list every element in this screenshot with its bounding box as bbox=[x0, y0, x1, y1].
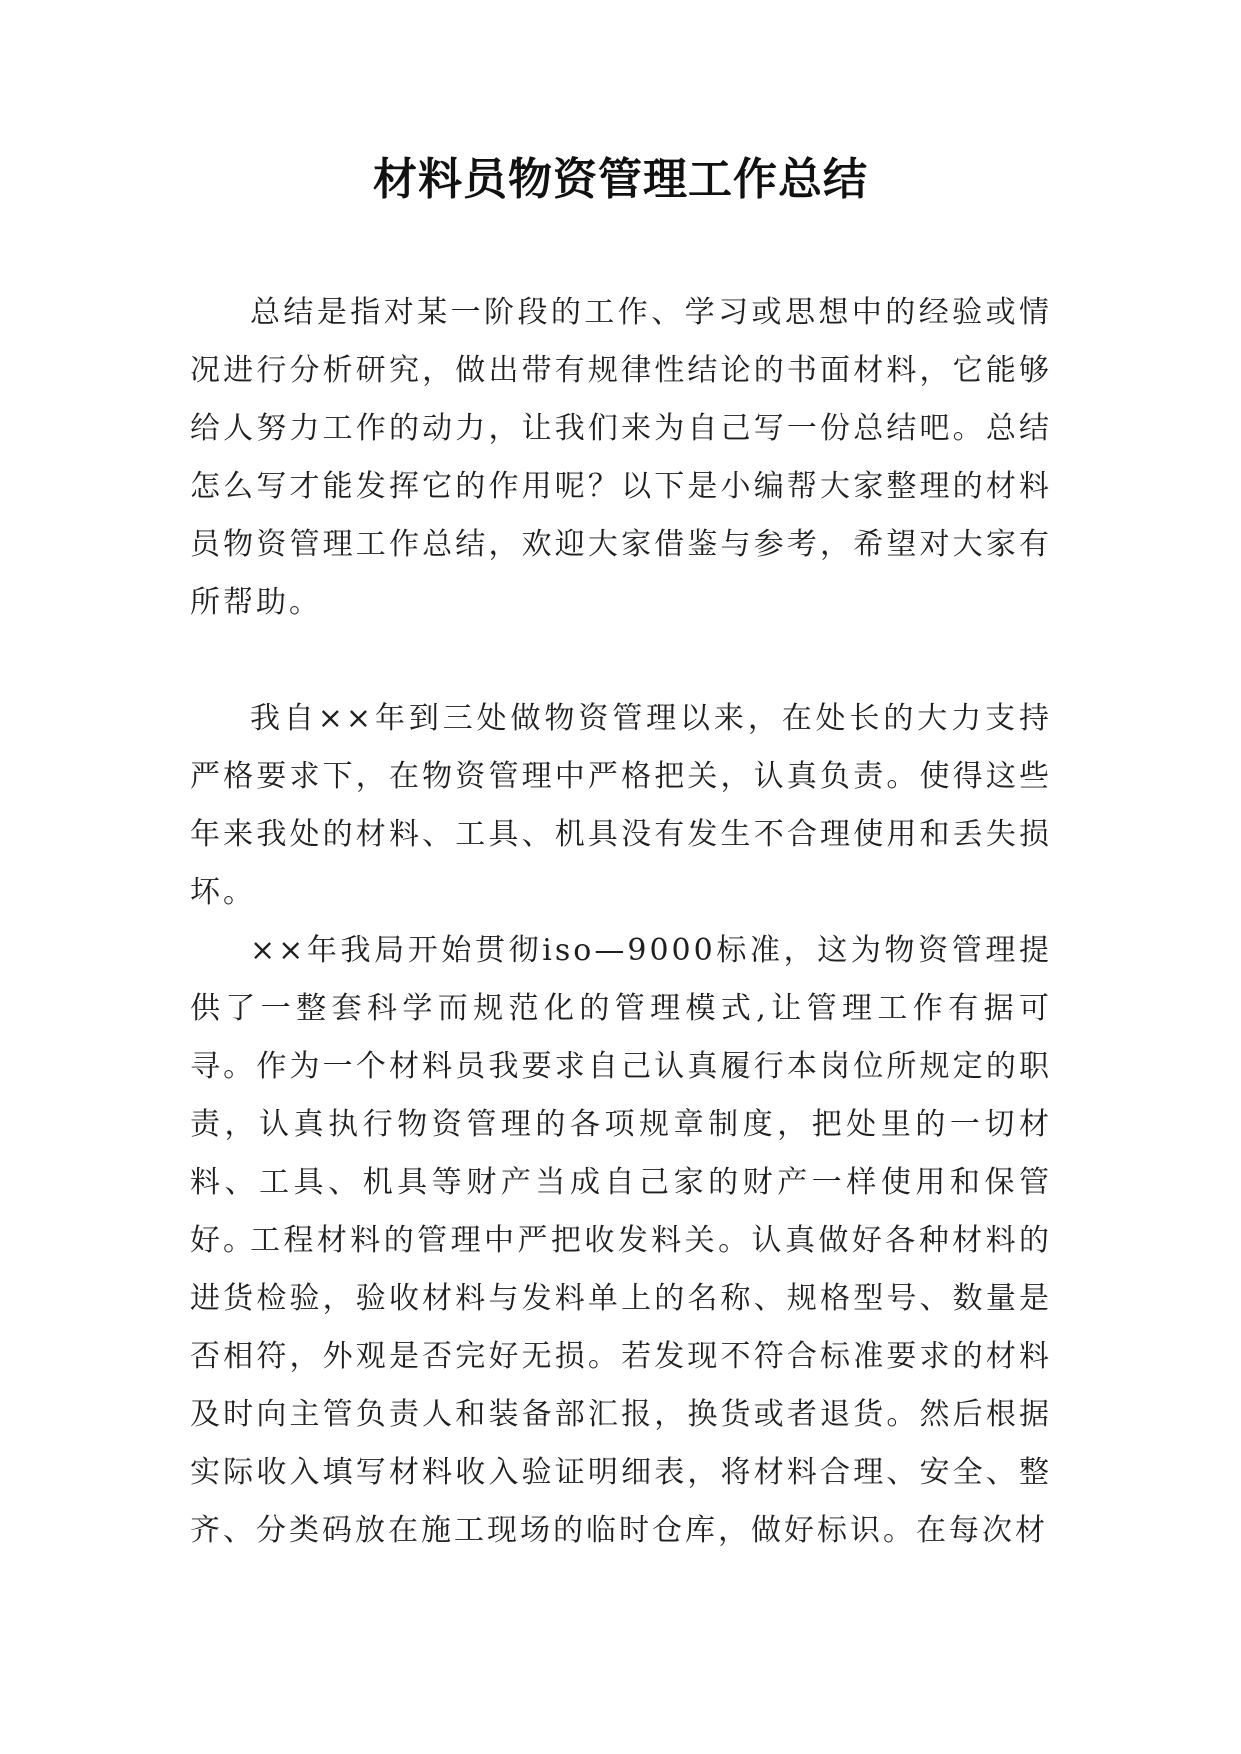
paragraph-intro: 总结是指对某一阶段的工作、学习或思想中的经验或情况进行分析研究，做出带有规律性结论的书面材料，它能够给人努力工作的动力，让我们来为自己写一份总结吧。总结怎么写才能发挥它的作用呢？以下是小编帮大家整理的材料员物资管理工作总结，欢迎大家借鉴与参考，希望对大家有所帮助。 bbox=[190, 295, 1052, 620]
paragraph-2: 我自××年到三处做物资管理以来，在处长的大力支持严格要求下，在物资管理中严格把关，认真负责。使得这些年来我处的材料、工具、机具没有发生不合理使用和丢失损坏。 bbox=[190, 701, 1052, 910]
paragraph-3: ××年我局开始贯彻iso—9000标准，这为物资管理提供了一整套科学而规范化的管理模式,让管理工作有据可寻。作为一个材料员我要求自己认真履行本岗位所规定的职责，认真执行物资管理的各项规章制度，把处里的一切材料、工具、机具等财产当成自己家的财产一样使用和保管好。 bbox=[190, 933, 1052, 1258]
document-title: 材料员物资管理工作总结 bbox=[373, 154, 868, 205]
paragraph-4: 工程材料的管理中严把收发料关。认真做好各种材料的进货检验，验收材料与发料单上的名称、规格型号、数量是否相符，外观是否完好无损。若发现不符合标准要求的材料及时向主管负责人和装备部汇报，换货或者退货。然后根据实际收入填写材料收入验证明细表，将材料合理、安全、整齐、分类码放在施工现场的临时仓库，做好标识。在每次材 bbox=[190, 1223, 1052, 1548]
